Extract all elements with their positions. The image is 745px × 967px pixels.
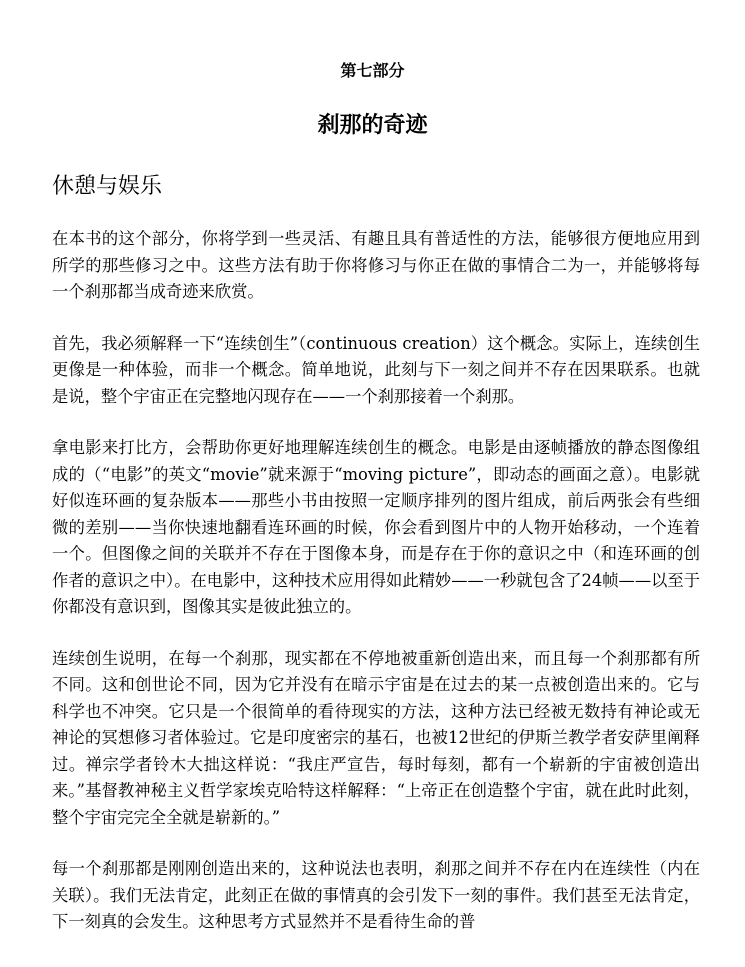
chapter-title: 刹那的奇迹: [317, 112, 428, 138]
paragraph-1: 在本书的这个部分，你将学到一些灵活、有趣且具有普适性的方法，能够很方便地应用到所学的那些修习之中。这些方法有助于你将修习与你正在做的事情合二为一，并能够将每一个刹那都当成奇迹来欣赏。: [52, 229, 700, 301]
paragraph-2: 首先，我必须解释一下“连续创生”（continuous creation）这个概念。实际上，连续创生更像是一种体验，而非一个概念。简单地说，此刻与下一刻之间并不存在因果联系。也就是说，整个宇宙正在完整地闪现存在——一个刹那接着一个刹那。: [52, 333, 700, 406]
paragraph-4: 连续创生说明，在每一个刹那，现实都在不停地被重新创造出来，而且每一个刹那都有所不同。这和创世论不同，因为它并没有在暗示宇宙是在过去的某一点被创造出来的。它与科学也不冲突。它只是一个很简单的看待现实的方法，这种方法已经被无数持有神论或无神论的冥想修习者体验过。它是印度密宗的基石，也被12世纪的伊斯兰教学者安萨里阐释过。禅宗学者铃木大拙这样说：“我庄严宣告，每时每刻，都有一个崭新的宇宙被创造出来。”基督教神秘主义哲学家埃克哈特这样解释：“上帝正在创造整个宇宙，就在此时此刻，整个宇宙完完全全就是崭新的。”: [52, 648, 700, 827]
part-label: 第七部分: [340, 61, 405, 80]
paragraph-3: 拿电影来打比方，会帮助你更好地理解连续创生的概念。电影是由逐帧播放的静态图像组成的（“电影”的英文“movie”就来源于“moving picture”，即动态的画面之意）。电影就好似连环画的复杂版本——那些小书由按照一定顺序排列的图片组成，前后两张会有些细微的差别——当你快速地翻看连环画的时候，你会看到图片中的人物开始移动，一个连着一个。但图像之间的关联并不存在于图像本身，而是存在于你的意识之中（和连环画的创作者的意识之中）。在电影中，这种技术应用得如此精妙——一秒就包含了24帧——以至于你都没有意识到，图像其实是彼此独立的。: [52, 438, 700, 616]
paragraph-5: 每一个刹那都是刚刚创造出来的，这种说法也表明，刹那之间并不存在内在连续性（内在关联）。我们无法肯定，此刻正在做的事情真的会引发下一刻的事件。我们甚至无法肯定，下一刻真的会发生。这种思考方式显然并不是看待生命的普: [52, 859, 700, 931]
body-text: [52, 226, 700, 961]
section-heading: 休憩与娱乐: [52, 174, 163, 199]
